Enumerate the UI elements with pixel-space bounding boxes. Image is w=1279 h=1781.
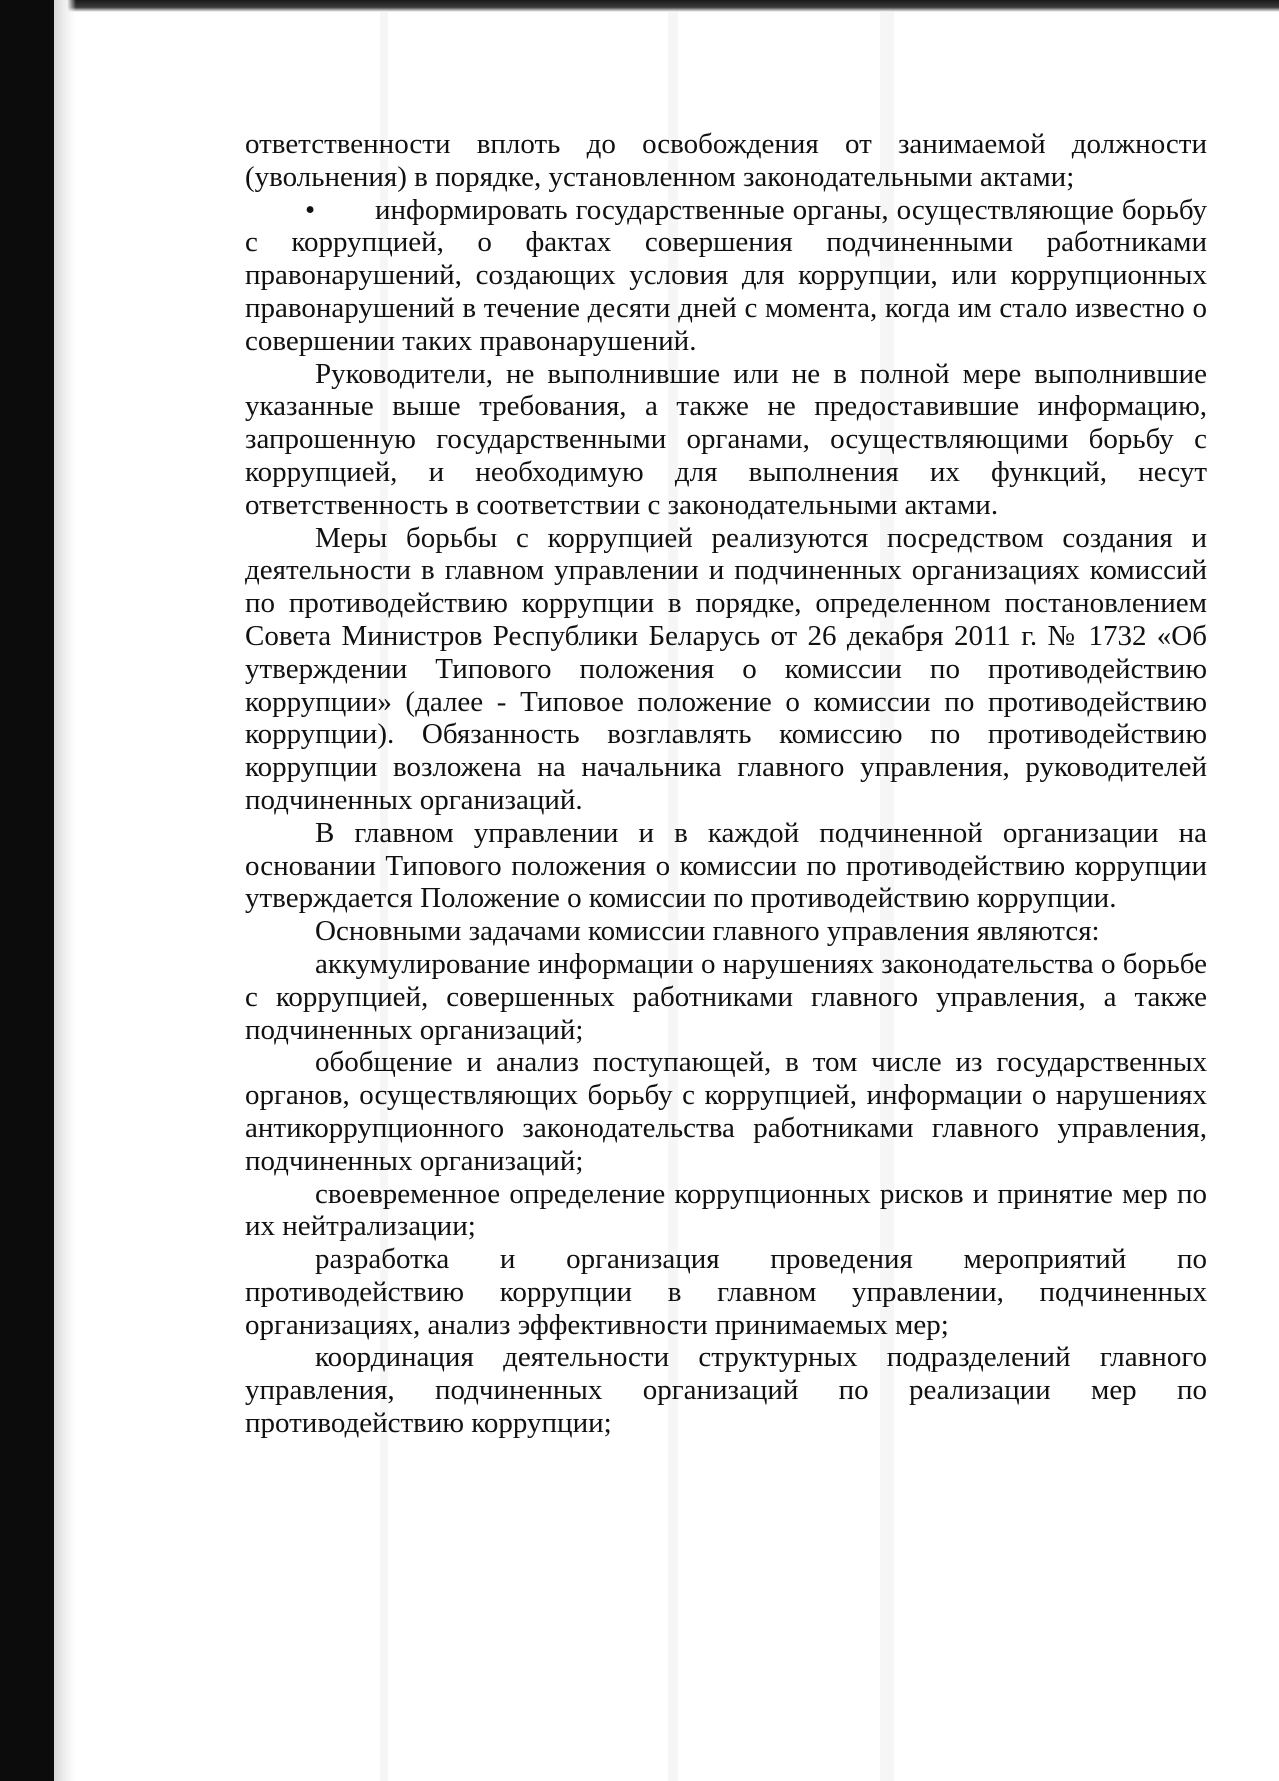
paragraph: своевременное определение коррупционных рисков и принятие мер по их нейтрализации; [245,1177,1207,1243]
bullet-marker: • [305,193,316,226]
paragraph: координация деятельности структурных подразделений главного управления, подчиненных организаций по реализации мер по противодействию коррупции; [245,1341,1207,1440]
paragraph: аккумулирование информации о нарушениях законодательства о борьбе с коррупцией, совершенных работниками главного управления, а также подчиненных организаций; [245,947,1207,1046]
bullet-paragraph [245,194,1207,358]
paragraph: Меры борьбы с коррупцией реализуются посредством создания и деятельности в главном управлении и подчиненных организациях комиссий по противодействию коррупции в порядке, определенном постановлением Совета Министров Республики Беларусь от 26 декабря 2011 г. № 1732 «Об утверждении Типового положения о комиссии по противодействию коррупции» (далее - Типовое положение о комиссии по противодействию коррупции). Обязанность возглавлять комиссию по противодействию коррупции возложена на начальника главного управления, руководителей подчиненных организаций. [245,521,1207,816]
scan-border-top [54,0,1279,12]
scan-border-left [0,0,54,1781]
document-page [54,12,1279,1781]
paragraph: ответственности вплоть до освобождения от занимаемой должности (увольнения) в порядке, установленном законодательными актами; [245,128,1207,193]
paragraph: В главном управлении и в каждой подчиненной организации на основании Типового положения о комиссии по противодействию коррупции утверждается Положение о комиссии по противодействию коррупции. [245,816,1207,915]
bullet-text: информировать государственные органы, осуществляющие борьбу с коррупцией, о фактах совершения подчиненными работниками правонарушений, создающих условия для коррупции, или коррупционных правонарушений в течение десяти дней с момента, когда им стало известно о совершении таких правонарушений. [245,193,1207,357]
paragraph: Руководители, не выполнившие или не в полной мере выполнившие указанные выше требования, а также не предоставившие информацию, запрошенную государственными органами, осуществляющими борьбу с коррупцией, и необходимую для выполнения их функций, несут ответственность в соответствии с законодательными актами. [245,357,1207,521]
paragraph: обобщение и анализ поступающей, в том числе из государственных органов, осуществляющих борьбу с коррупцией, информации о нарушениях антикоррупционного законодательства работниками главного управления, подчиненных организаций; [245,1046,1207,1177]
document-body [245,128,1207,1440]
paragraph: разработка и организация проведения мероприятий по противодействию коррупции в главном управлении, подчиненных организациях, анализ эффективности принимаемых мер; [245,1243,1207,1341]
paragraph: Основными задачами комиссии главного управления являются: [315,915,1100,948]
